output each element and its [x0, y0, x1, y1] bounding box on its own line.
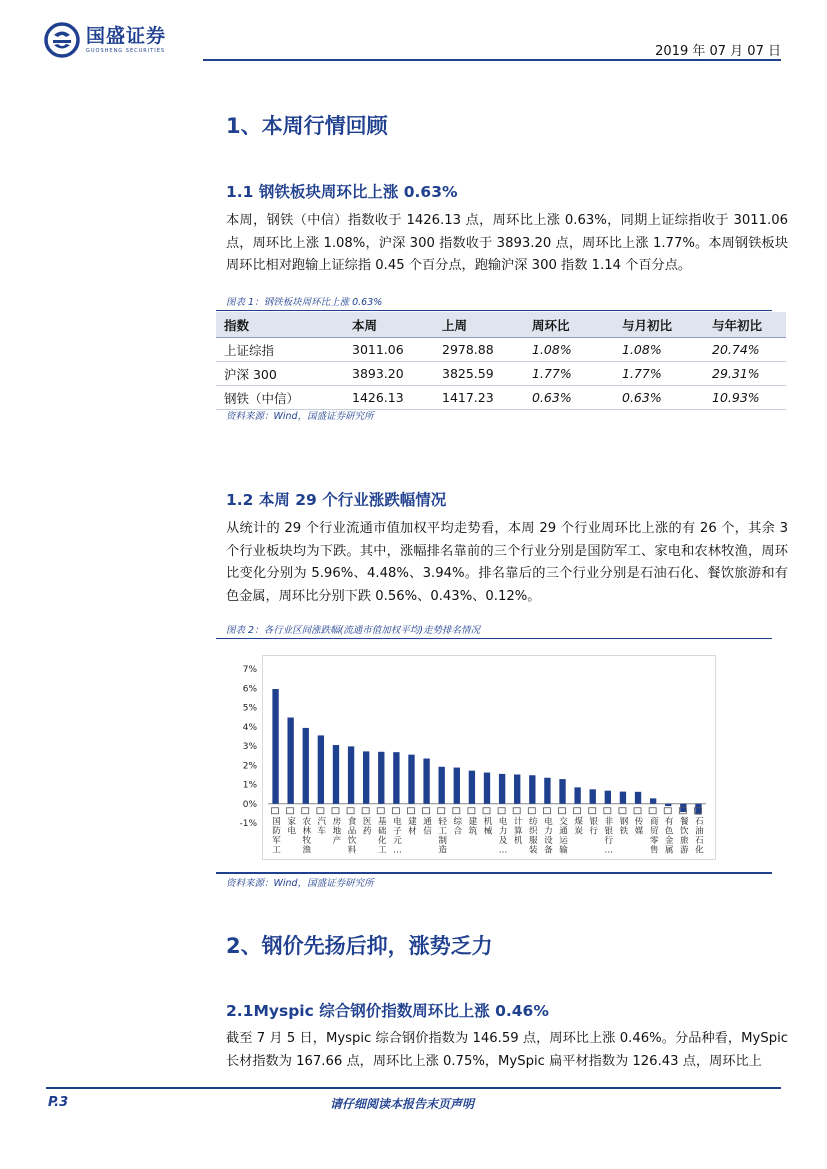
table-row [216, 338, 786, 362]
bar-钢铁 [620, 792, 626, 804]
bar-农林牧渔 [303, 728, 309, 804]
x-label-marker [528, 808, 535, 814]
table-cell: 1.08% [614, 338, 704, 362]
table-cell: 1417.23 [434, 386, 524, 410]
x-label-marker [543, 808, 550, 814]
x-label-marker [332, 808, 339, 814]
x-label-marker [634, 808, 641, 814]
x-label-marker [392, 808, 399, 814]
x-tick-label: 汽车 [317, 816, 327, 837]
table-1-caption: 图表 1：钢铁板块周环比上涨 0.63% [226, 297, 383, 308]
bar-通信 [423, 759, 429, 804]
x-label-marker [649, 808, 656, 814]
x-tick-label: 煤炭 [574, 816, 583, 837]
report-date: 2019 年 07 月 07 日 [655, 44, 781, 59]
bar-商贸零售 [650, 798, 656, 803]
footer-disclaimer: 请仔细阅读本报告末页声明 [330, 1097, 475, 1111]
y-tick-label: 2% [242, 761, 257, 772]
x-tick-label: 电子元… [393, 816, 402, 856]
table-header-cell: 指数 [216, 312, 344, 338]
y-tick-label: -1% [239, 819, 257, 829]
x-tick-label: 轻工制造 [438, 816, 447, 856]
x-label-marker [498, 808, 505, 814]
bar-建材 [408, 755, 414, 804]
section-1-title: 1、本周行情回顾 [226, 114, 388, 138]
x-tick-label: 房地产 [332, 816, 342, 846]
x-tick-label: 家电 [287, 816, 296, 837]
table-cell: 1.08% [524, 338, 614, 362]
x-label-marker [377, 808, 384, 814]
subsection-2-1-title: 2.1Myspic 综合钢价指数周环比上涨 0.46% [226, 1002, 549, 1020]
bar-综合 [454, 768, 460, 804]
logo-chinese-name: 国盛证券 [86, 25, 167, 47]
chart-bottom-divider [216, 872, 772, 874]
bar-机械 [484, 773, 490, 804]
bar-计算机 [514, 774, 520, 803]
x-tick-label: 钢铁 [619, 816, 629, 837]
x-label-marker [287, 808, 294, 814]
table-cell: 上证综指 [216, 338, 344, 362]
table-cell: 3011.06 [344, 338, 434, 362]
x-label-marker [407, 808, 414, 814]
y-tick-label: 5% [242, 703, 257, 714]
x-label-marker [619, 808, 626, 814]
chart-2-caption: 图表 2：各行业区间涨跌幅(流通市值加权平均)走势排名情况 [226, 625, 480, 636]
bar-纺织服装 [529, 775, 535, 803]
x-tick-label: 建材 [408, 816, 417, 837]
x-tick-label: 建筑 [468, 816, 478, 837]
bar-非银行… [605, 791, 611, 804]
header-divider [203, 59, 781, 61]
table-cell: 3893.20 [344, 362, 434, 386]
table-header-cell: 本周 [344, 312, 434, 338]
bar-电力及… [499, 774, 505, 804]
x-label-marker [302, 808, 309, 814]
industry-returns-bar-chart [216, 647, 772, 869]
x-tick-label: 综合 [453, 816, 463, 837]
y-tick-label: 6% [242, 684, 257, 695]
y-tick-label: 7% [242, 665, 257, 675]
x-label-marker [664, 808, 671, 814]
caption-divider [216, 310, 772, 311]
bar-轻工制造 [439, 767, 445, 804]
x-label-marker [362, 808, 369, 814]
y-tick-label: 1% [242, 780, 257, 791]
x-label-marker [589, 808, 596, 814]
table-cell: 0.63% [614, 386, 704, 410]
bar-银行 [590, 789, 596, 803]
subsection-1-2-title: 1.2 本周 29 个行业涨跌幅情况 [226, 491, 447, 509]
x-tick-label: 商贸零售 [649, 816, 659, 856]
table-1-source: 资料来源：Wind，国盛证券研究所 [226, 411, 374, 422]
x-tick-label: 非银行… [604, 816, 614, 856]
subsection-1-1-paragraph: 本周，钢铁（中信）指数收于 1426.13 点，周环比上涨 0.63%，同期上证综指收于 3011.06 点，周环比上涨 1.08%，沪深 300 指数收于 3893.20 点，周环比上涨 1.77%。本周钢铁板块周环比相对跑输上证综指 0.45 个百分点，跑输沪深 300 指数 1.14 个百分点。 [226, 213, 788, 273]
table-cell: 2978.88 [434, 338, 524, 362]
x-tick-label: 国防军工 [272, 816, 281, 856]
bar-有色金属 [665, 804, 671, 806]
x-label-marker [559, 808, 566, 814]
bar-煤炭 [574, 787, 580, 803]
table-cell: 10.93% [704, 386, 786, 410]
table-header-cell: 与月初比 [614, 312, 704, 338]
bar-食品饮料 [348, 746, 354, 803]
y-tick-label: 3% [242, 742, 257, 752]
x-label-marker [438, 808, 445, 814]
x-tick-label: 机械 [483, 816, 493, 837]
table-cell: 沪深 300 [216, 362, 344, 386]
x-tick-label: 电力及… [498, 816, 508, 856]
x-tick-label: 银行 [589, 816, 599, 837]
company-logo-icon [44, 22, 80, 58]
bar-石油石化 [695, 804, 701, 815]
x-tick-label: 交通运输 [559, 816, 568, 856]
y-tick-label: 4% [242, 722, 257, 733]
subsection-1-1-title: 1.1 钢铁板块周环比上涨 0.63% [226, 183, 458, 201]
subsection-1-2-paragraph: 从统计的 29 个行业流通市值加权平均走势看，本周 29 个行业周环比上涨的有 26 个，其余 3 个行业板块均为下跌。其中，涨幅排名靠前的三个行业分别是国防军工、家电和农林牧渔，周环比变化分别为 5.96%、4.48%、3.94%。排名靠后的三个行业分别是石油石化、餐饮旅游和有色金属，周环比分别下跌 0.56%、0.43%、0.12%。 [226, 521, 788, 604]
x-label-marker [483, 808, 490, 814]
bar-汽车 [318, 735, 324, 803]
bar-建筑 [469, 771, 475, 804]
caption-divider [216, 638, 772, 639]
x-label-marker [423, 808, 430, 814]
x-tick-label: 医药 [362, 816, 372, 837]
x-tick-label: 电力设备 [544, 816, 553, 856]
brand-logo [44, 22, 166, 58]
table-header-row [216, 312, 786, 338]
x-tick-label: 纺织服装 [529, 816, 538, 856]
index-table [216, 312, 786, 410]
footer-divider [46, 1087, 781, 1089]
table-cell: 20.74% [704, 338, 786, 362]
x-tick-label: 餐饮旅游 [680, 816, 689, 856]
page-number: P.3 [48, 1095, 69, 1110]
bar-家电 [287, 718, 293, 804]
x-label-marker [272, 808, 279, 814]
table-header-cell: 上周 [434, 312, 524, 338]
x-tick-label: 计算机 [513, 816, 523, 846]
bar-国防军工 [272, 689, 278, 804]
bar-电子元… [393, 752, 399, 804]
chart-2-source: 资料来源：Wind，国盛证券研究所 [226, 878, 374, 889]
bar-基础化工 [378, 752, 384, 804]
x-label-marker [453, 808, 460, 814]
bar-传媒 [635, 792, 641, 804]
x-tick-label: 通信 [423, 816, 432, 837]
section-2-title: 2、钢价先扬后抑，涨势乏力 [226, 934, 493, 958]
x-tick-label: 基础化工 [377, 816, 387, 856]
bar-医药 [363, 751, 369, 803]
table-cell: 0.63% [524, 386, 614, 410]
subsection-2-1-paragraph: 截至 7 月 5 日，Myspic 综合钢价指数为 146.59 点，周环比上涨 0.46%。分品种看，MySpic 长材指数为 167.66 点，周环比上涨 0.75%，MySpic 扁平材指数为 126.43 点，周环比上 [226, 1031, 788, 1069]
x-tick-label: 有色金属 [664, 816, 674, 856]
x-label-marker [347, 808, 354, 814]
logo-english-name: GUOSHENG SECURITIES [86, 48, 166, 54]
table-header-cell: 周环比 [524, 312, 614, 338]
y-tick-label: 0% [242, 799, 257, 810]
table-cell: 3825.59 [434, 362, 524, 386]
table-cell: 1.77% [614, 362, 704, 386]
x-label-marker [468, 808, 475, 814]
table-header-cell: 与年初比 [704, 312, 786, 338]
table-cell: 29.31% [704, 362, 786, 386]
bar-房地产 [333, 745, 339, 804]
table-cell: 1426.13 [344, 386, 434, 410]
x-label-marker [513, 808, 520, 814]
bar-交通运输 [559, 779, 565, 804]
x-tick-label: 食品饮料 [347, 816, 357, 856]
table-row [216, 386, 786, 410]
x-tick-label: 传媒 [634, 816, 644, 837]
table-cell: 钢铁（中信） [216, 386, 344, 410]
table-cell: 1.77% [524, 362, 614, 386]
x-label-marker [604, 808, 611, 814]
x-label-marker [317, 808, 324, 814]
table-row [216, 362, 786, 386]
x-tick-label: 石油石化 [695, 816, 704, 856]
x-tick-label: 农林牧渔 [302, 816, 312, 856]
bar-电力设备 [544, 778, 550, 804]
x-label-marker [574, 808, 581, 814]
